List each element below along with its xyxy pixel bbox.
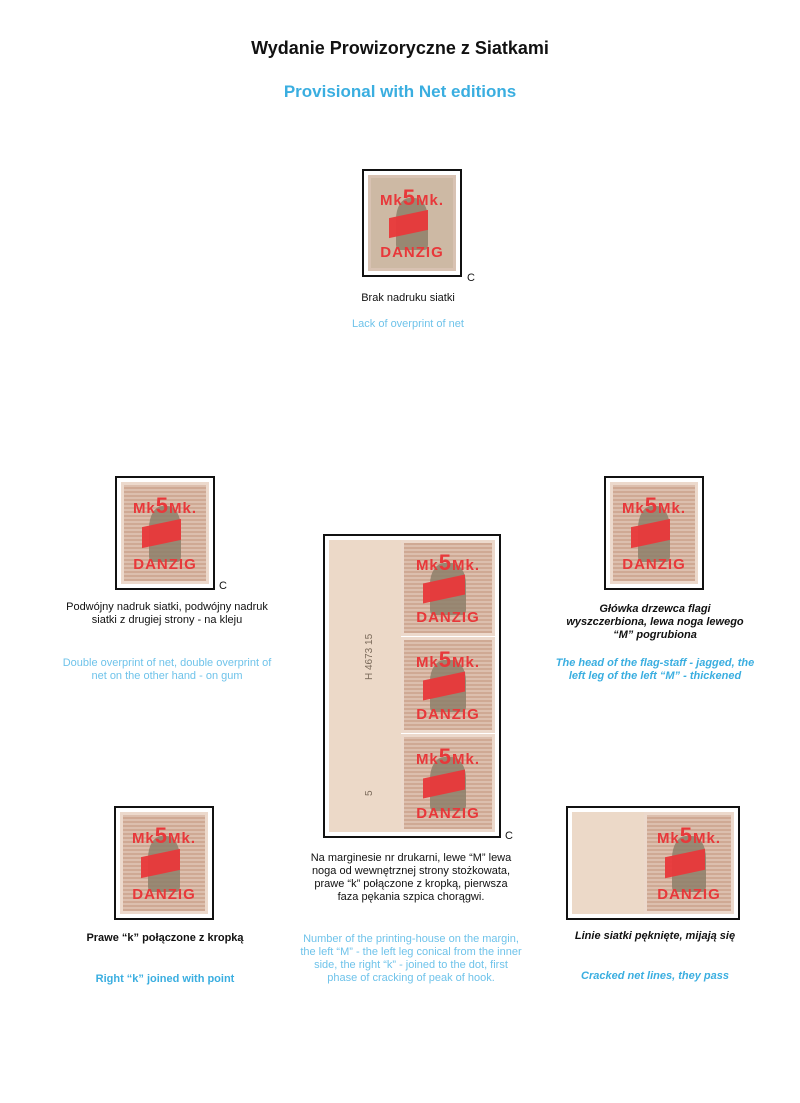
overprint-value: Mk5Mk.	[131, 822, 197, 848]
overprint-danzig: DANZIG	[622, 556, 686, 574]
stamp-bottom-right	[644, 812, 734, 914]
caption-en-bottom-right: Cracked net lines, they pass	[581, 970, 729, 982]
catalog-mark: C	[505, 830, 513, 842]
catalog-mark: C	[219, 580, 227, 592]
page-title: Wydanie Prowizoryczne z Siatkami	[251, 38, 549, 58]
sheet-margin	[329, 540, 401, 832]
overprint-value: Mk5Mk.	[415, 647, 481, 673]
strip-stamp-3	[401, 734, 495, 832]
caption-en-top: Lack of overprint of net	[352, 318, 464, 330]
caption-en-mid-right: The head of the flag-staff - jagged, the left leg of the left “M” - thickened	[555, 657, 755, 682]
caption-pl-bottom-left: Prawe “k” połączone z kropką	[86, 932, 244, 944]
caption-en-center: Number of the printing-house on the margin, the left “M” - the left leg conical from the inner side, the right “k” - joined to the dot, first phase of cracking of peak of hook.	[300, 933, 522, 984]
catalog-mark: C	[467, 272, 475, 284]
overprint-danzig: DANZIG	[657, 886, 721, 904]
overprint-danzig: DANZIG	[380, 243, 444, 261]
overprint-danzig: DANZIG	[133, 556, 197, 574]
printing-house-number: H 4673 15	[364, 633, 375, 680]
overprint-danzig: DANZIG	[132, 886, 196, 904]
caption-pl-bottom-right: Linie siatki pęknięte, mijają się	[574, 930, 736, 942]
caption-pl-mid-left: Podwójny nadruk siatki, podwójny nadruk siatki z drugiej strony - na kleju	[66, 601, 268, 626]
stamp-bottom-left	[120, 812, 208, 914]
overprint-danzig: DANZIG	[416, 804, 480, 822]
caption-pl-top: Brak nadruku siatki	[361, 292, 455, 304]
caption-pl-center: Na marginesie nr drukarni, lewe “M” lewa noga od wewnętrznej strony stożkowata, prawe “k” połączone z kropką, pierwsza faza pękania szpica chorągwi.	[310, 852, 512, 903]
stamp-mid-left	[121, 482, 209, 584]
overprint-danzig: DANZIG	[416, 705, 480, 723]
overprint-danzig: DANZIG	[416, 608, 480, 626]
caption-en-bottom-left: Right “k” joined with point	[95, 973, 235, 985]
overprint-value: Mk5Mk.	[656, 822, 722, 848]
caption-en-mid-left: Double overprint of net, double overprint of net on the other hand - on gum	[62, 657, 272, 682]
sheet-margin	[572, 812, 644, 914]
page-subtitle: Provisional with Net editions	[283, 82, 517, 101]
overprint-value: Mk5Mk.	[415, 550, 481, 576]
stamp-top	[368, 175, 456, 271]
stamp-mid-right	[610, 482, 698, 584]
margin-number: 5	[364, 790, 375, 796]
strip-stamp-1	[401, 540, 495, 636]
strip-stamp-2	[401, 637, 495, 733]
overprint-value: Mk5Mk.	[379, 185, 445, 211]
overprint-value: Mk5Mk.	[415, 744, 481, 770]
overprint-value: Mk5Mk.	[621, 492, 687, 518]
overprint-value: Mk5Mk.	[132, 492, 198, 518]
caption-pl-mid-right: Główka drzewca flagi wyszczerbiona, lewa noga lewego “M” pogrubiona	[566, 603, 744, 641]
